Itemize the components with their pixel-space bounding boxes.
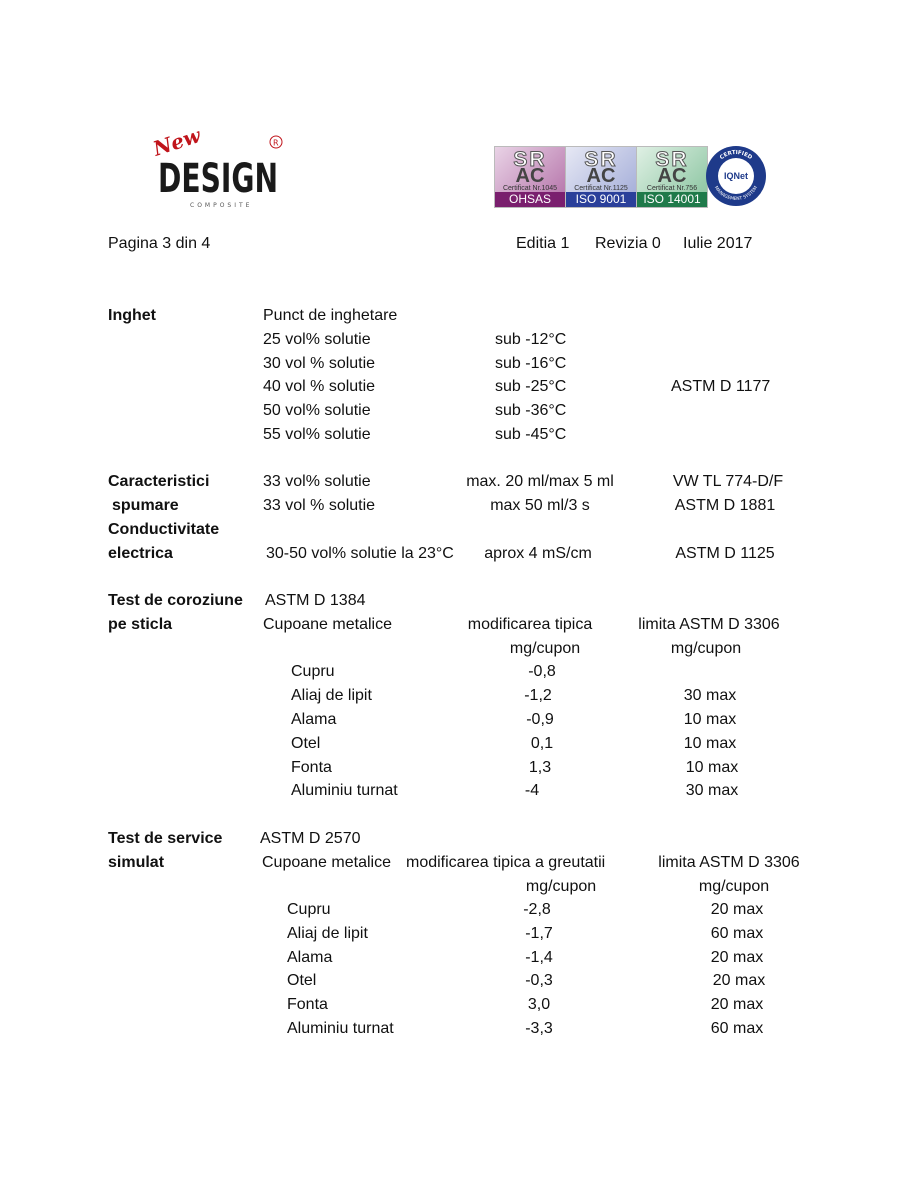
service-col1-header: Cupoane metalice: [262, 854, 391, 871]
freeze-row-value: sub -36°C: [495, 402, 567, 419]
foam-row-value: max. 20 ml/max 5 ml: [466, 473, 614, 490]
glass-row-value: -0,9: [526, 711, 554, 728]
certification-badges: [494, 146, 770, 221]
logo-design-text: DESIGN: [158, 156, 278, 202]
service-col2-header: modificarea tipica a greutatii: [406, 854, 606, 871]
glass-col3-unit: mg/cupon: [670, 640, 742, 657]
cert-standard: OHSAS 18001: [495, 192, 565, 207]
service-col3-header: limita ASTM D 3306: [658, 854, 800, 871]
design-logo-graphic: [150, 123, 290, 216]
glass-row-limit: 10 max: [685, 759, 739, 776]
iqnet-logo: [706, 146, 766, 206]
conductivity-label-2: electrica: [108, 545, 173, 562]
foam-row-value: max 50 ml/3 s: [490, 497, 590, 514]
freeze-row-value: sub -45°C: [495, 426, 567, 443]
service-row-limit: 60 max: [710, 1020, 764, 1037]
freeze-row-value: sub -16°C: [495, 355, 567, 372]
service-row-value: -1,7: [525, 925, 553, 942]
cert-sr-text: SR: [655, 148, 689, 171]
freeze-row-name: 25 vol% solutie: [263, 331, 371, 348]
service-row-name: Aliaj de lipit: [287, 925, 368, 942]
freeze-standard: ASTM D 1177: [671, 378, 771, 395]
glass-row-value: -1,2: [524, 687, 552, 704]
cert-iso14001: [636, 146, 708, 208]
conductivity-name: 30-50 vol% solutie la 23°C: [266, 545, 454, 562]
glass-row-value: 0,1: [530, 735, 554, 752]
date: Iulie 2017: [683, 235, 753, 252]
glass-row-limit: 30 max: [685, 782, 739, 799]
glass-row-name: Cupru: [291, 663, 335, 680]
foam-label: Caracteristici: [108, 473, 210, 490]
company-logo: [150, 123, 290, 216]
page-number: Pagina 3 din 4: [108, 235, 211, 252]
service-row-name: Alama: [287, 949, 333, 966]
foam-row-name: 33 vol % solutie: [263, 497, 376, 514]
logo-new-text: New: [150, 123, 204, 161]
glass-col1-header: Cupoane metalice: [263, 616, 392, 633]
cert-ac-text: AC: [586, 165, 616, 187]
service-row-limit: 20 max: [712, 972, 766, 989]
glass-row-name: Fonta: [291, 759, 332, 776]
foam-label-2: spumare: [112, 497, 179, 514]
service-row-limit: 20 max: [710, 996, 764, 1013]
glass-row-name: Otel: [291, 735, 321, 752]
cert-sr-text: SR: [584, 148, 618, 171]
service-row-limit: 20 max: [710, 901, 764, 918]
glass-col3-header: limita ASTM D 3306: [638, 616, 780, 633]
service-row-name: Otel: [287, 972, 317, 989]
service-row-value: 3,0: [527, 996, 551, 1013]
glass-row-limit: 10 max: [683, 711, 737, 728]
conductivity-value: aprox 4 mS/cm: [484, 545, 592, 562]
glass-label: Test de coroziune: [108, 592, 243, 609]
freeze-title: Punct de inghetare: [263, 307, 398, 324]
service-row-value: -3,3: [525, 1020, 553, 1037]
foam-row-name: 33 vol% solutie: [263, 473, 371, 490]
service-label-2: simulat: [108, 854, 165, 871]
conductivity-standard: ASTM D 1125: [675, 545, 775, 562]
cert-standard: ISO 14001: [637, 192, 707, 207]
cert-sr-text: SR: [513, 148, 547, 171]
iqnet-label: IQNet: [718, 158, 754, 194]
service-row-limit: 20 max: [710, 949, 764, 966]
logo-composite-text: COMPOSITE: [190, 202, 253, 209]
cert-iso9001: [565, 146, 637, 208]
service-col2-unit: mg/cupon: [525, 878, 597, 895]
cert-standard: ISO 9001: [566, 192, 636, 207]
service-col3-unit: mg/cupon: [698, 878, 770, 895]
freeze-row-value: sub -25°C: [495, 378, 567, 395]
glass-label-2: pe sticla: [108, 616, 173, 633]
glass-row-name: Aliaj de lipit: [291, 687, 372, 704]
freeze-row-name: 30 vol % solutie: [263, 355, 376, 372]
glass-row-limit: 30 max: [683, 687, 737, 704]
service-row-value: -0,3: [525, 972, 553, 989]
registered-text: R: [273, 138, 279, 148]
glass-col2-unit: mg/cupon: [509, 640, 581, 657]
freeze-row-name: 55 vol% solutie: [263, 426, 371, 443]
glass-row-name: Aluminiu turnat: [291, 782, 398, 799]
freeze-row-name: 40 vol % solutie: [263, 378, 376, 395]
iqnet-ring-top: CERTIFIED: [718, 149, 753, 162]
glass-row-value: -4: [524, 782, 540, 799]
glass-row-name: Alama: [291, 711, 337, 728]
revision: Revizia 0: [595, 235, 661, 252]
cert-number: Certificat Nr.1125: [574, 185, 628, 192]
service-label: Test de service: [108, 830, 223, 847]
cert-ac-text: AC: [657, 165, 687, 187]
iqnet-ring-bottom: MANAGEMENT SYSTEM: [712, 185, 760, 203]
service-row-name: Fonta: [287, 996, 328, 1013]
cert-ac-text: AC: [515, 165, 545, 187]
freeze-row-name: 50 vol% solutie: [263, 402, 371, 419]
foam-row-standard: ASTM D 1881: [674, 497, 776, 514]
service-row-name: Aluminiu turnat: [287, 1020, 394, 1037]
service-standard: ASTM D 2570: [260, 830, 361, 847]
conductivity-label: Conductivitate: [108, 521, 220, 538]
cert-number: Certificat Nr.756: [646, 185, 698, 192]
service-row-value: -2,8: [523, 901, 551, 918]
freeze-label: Inghet: [108, 307, 156, 324]
freeze-row-value: sub -12°C: [495, 331, 567, 348]
foam-row-standard: VW TL 774-D/F: [672, 473, 784, 490]
glass-row-value: -0,8: [528, 663, 556, 680]
service-row-name: Cupru: [287, 901, 331, 918]
glass-row-limit: 10 max: [683, 735, 737, 752]
glass-row-value: 1,3: [528, 759, 552, 776]
cert-number: Certificat Nr.1045: [502, 185, 558, 192]
service-row-limit: 60 max: [710, 925, 764, 942]
cert-ohsas: [494, 146, 566, 221]
glass-col2-header: modificarea tipica: [467, 616, 593, 633]
glass-standard: ASTM D 1384: [265, 592, 366, 609]
edition: Editia 1: [516, 235, 570, 252]
service-row-value: -1,4: [525, 949, 553, 966]
